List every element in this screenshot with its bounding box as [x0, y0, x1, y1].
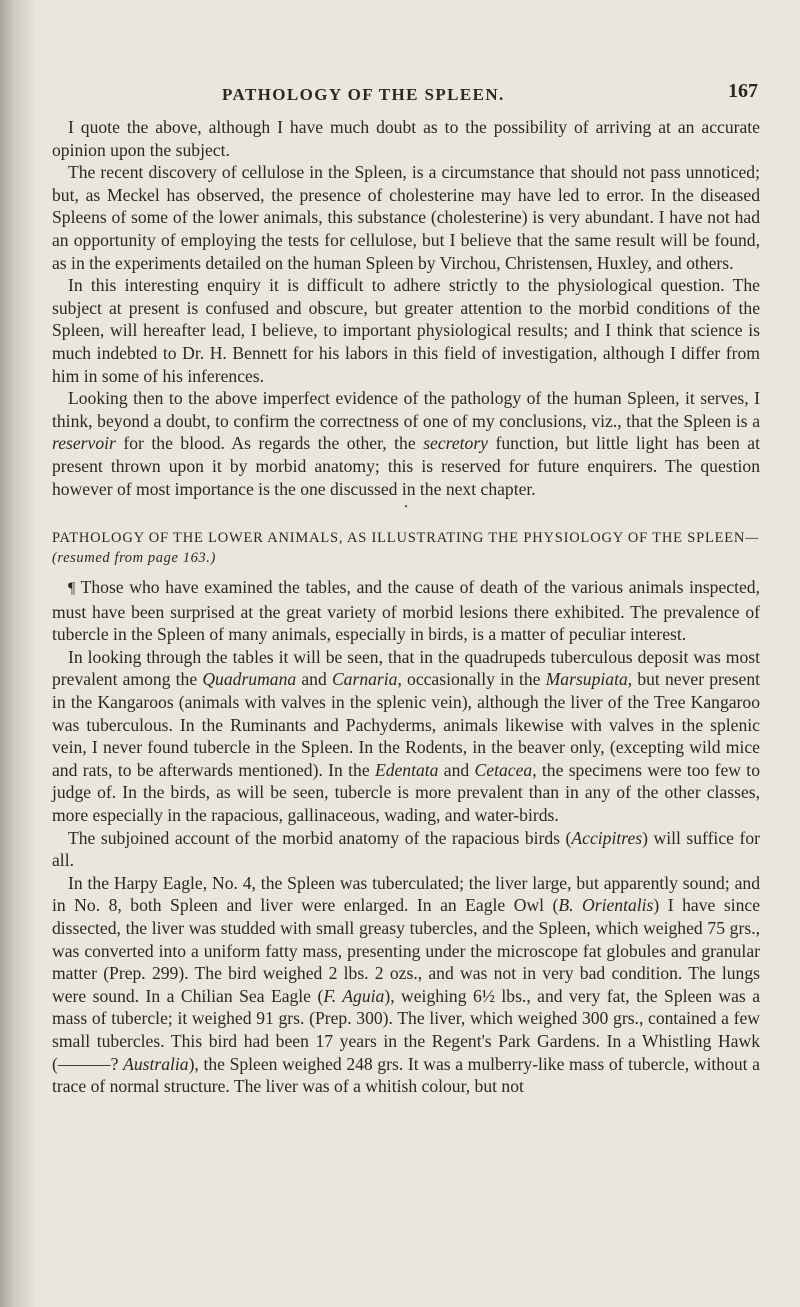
paragraph-text: In looking through the tables it will be seen, that in the quadrupeds tuberculous deposit was most prevalent among the [52, 646, 760, 690]
page-number: 167 [728, 80, 758, 102]
paragraph-text: for the blood. As regards the other, the [115, 433, 424, 454]
italic-term: F. Aguia [323, 985, 385, 1006]
paragraph-text: , occasionally in the [397, 669, 546, 690]
italic-term: Australia [123, 1053, 189, 1074]
paragraph [52, 387, 760, 500]
paragraph-text: Looking then to the above imperfect evidence of the pathology of the human Spleen, it serves, I think, beyond a doubt, to confirm the correctness of one of my conclusions, viz., that the Spleen is a [52, 388, 760, 431]
paragraph [52, 872, 760, 1098]
section-heading-resumed: —(resumed from page 163.) [52, 530, 759, 567]
paragraph-text: ), weighing 6½ lbs., and very fat, the Spleen was a mass of tubercle; it weighed 91 grs. (Prep. 300). The liver, which weighed 300 grs., contained a few small tubercles. This bird had been 17 years in the Regent's Park Gardens. In a Whistling Hawk (———? [52, 985, 761, 1074]
italic-term: Carnaria [331, 669, 398, 690]
pilcrow-mark: ¶ [68, 580, 76, 598]
paragraph-text: In this interesting enquiry it is difficult to adhere strictly to the physiological question. The subject at present is confused and obscure, but greater attention to the morbid conditions of the Spleen, will hereafter lead, I believe, to important physiological results; and I think that science is much indebted to Dr. H. Bennett for his labors in this field of investigation, although I differ from him in some of his inferences. [52, 275, 760, 386]
section-heading-title: PATHOLOGY OF THE LOWER ANIMALS, AS ILLUSTRATING THE PHYSIOLOGY OF THE SPLEEN [52, 530, 746, 547]
paragraph-text: , but never present in the Kangaroos (animals with valves in the splenic vein), although the liver of the Tree Kangaroo was tuberculous. In the Ruminants and Pachyderms, animals likewise with valves in the splenic vein, I never found tubercle in the Spleen. In the Rodents, in the beaver only, (excepting wild mice and rats, to be afterwards mentioned). In the [52, 669, 761, 780]
italic-term: Cetacea [474, 759, 533, 780]
paragraph [52, 274, 760, 387]
book-page [52, 70, 760, 1098]
paragraph-text: In the Harpy Eagle, No. 4, the Spleen was tuberculated; the liver large, but apparently sound; and in No. 8, both Spleen and liver were enlarged. In an Eagle Owl ( [52, 872, 760, 916]
italic-term: Quadrumana [202, 669, 297, 690]
text-block-lower-animals [52, 576, 760, 1098]
paragraph-text: ) will suffice for all. [52, 827, 760, 871]
paragraph [52, 827, 760, 872]
paragraph-text: and [296, 669, 332, 690]
paragraph-text: The subjoined account of the morbid anatomy of the rapacious birds ( [68, 827, 572, 848]
text-block-spleen-human [52, 116, 760, 500]
paragraph-text: I quote the above, although I have much doubt as to the possibility of arriving at an accurate opinion upon the subject. [52, 117, 760, 160]
italic-term: Marsupiata [545, 669, 628, 690]
paragraph-text: The recent discovery of cellulose in the Spleen, is a circumstance that should not pass unnoticed; but, as Meckel has observed, the presence of cholesterine may have led to error. In the diseased Spleens of some of the lower animals, this substance (cholesterine) is very abundant. I have not had an opportunity of employing the tests for cellulose, but I believe that the same result will be found, as in the experiments detailed on the human Spleen by Virchou, Christensen, Huxley, and others. [52, 162, 760, 273]
page-header [52, 70, 760, 110]
running-head: PATHOLOGY OF THE SPLEEN. [222, 85, 505, 104]
paragraph-text: ) I have since dissected, the liver was studded with small greasy tubercles, and the Spleen, which weighed 75 grs., was converted into a uniform fatty mass, presenting under the microscope fat globules and granular matter (Prep. 299). The bird weighed 2 lbs. 2 ozs., and was not in very bad condition. The lungs were sound. In a Chilian Sea Eagle ( [52, 895, 761, 1006]
paragraph [52, 116, 760, 161]
italic-term: B. Orientalis [558, 895, 654, 916]
paragraph-text: Those who have examined the tables, and the cause of death of the various animals inspected, must have been surprised at the great variety of morbid lesions there exhibited. The prevalence of tubercle in the Spleen of many animals, especially in birds, is a matter of peculiar interest. [52, 577, 760, 645]
paragraph-text: function, but little light has been at present thrown upon it by morbid anatomy; this is reserved for future enquirers. The question however of most importance is the one discussed in the next chapter. [52, 433, 760, 499]
paragraph [52, 576, 760, 646]
paragraph [52, 161, 760, 274]
italic-term: secretory [423, 433, 488, 454]
paragraph [52, 646, 760, 827]
italic-term: reservoir [52, 433, 116, 454]
paragraph-text: and [438, 759, 475, 780]
italic-term: Edentata [374, 759, 439, 780]
paragraph-text: ), the Spleen weighed 248 grs. It was a mulberry-like mass of tubercle, without a trace of normal structure. The liver was of a whitish colour, but not [52, 1053, 760, 1097]
divider-mark: • [404, 502, 408, 514]
paragraph-text: , the specimens were too few to judge of. In the birds, as will be seen, tubercle is more prevalent than in any of the other classes, more especially in the rapacious, gallinaceous, wading, and water-birds. [52, 759, 760, 826]
section-heading [52, 528, 760, 568]
page-gutter-shadow [0, 0, 34, 1307]
italic-term: Accipitres [571, 827, 643, 848]
